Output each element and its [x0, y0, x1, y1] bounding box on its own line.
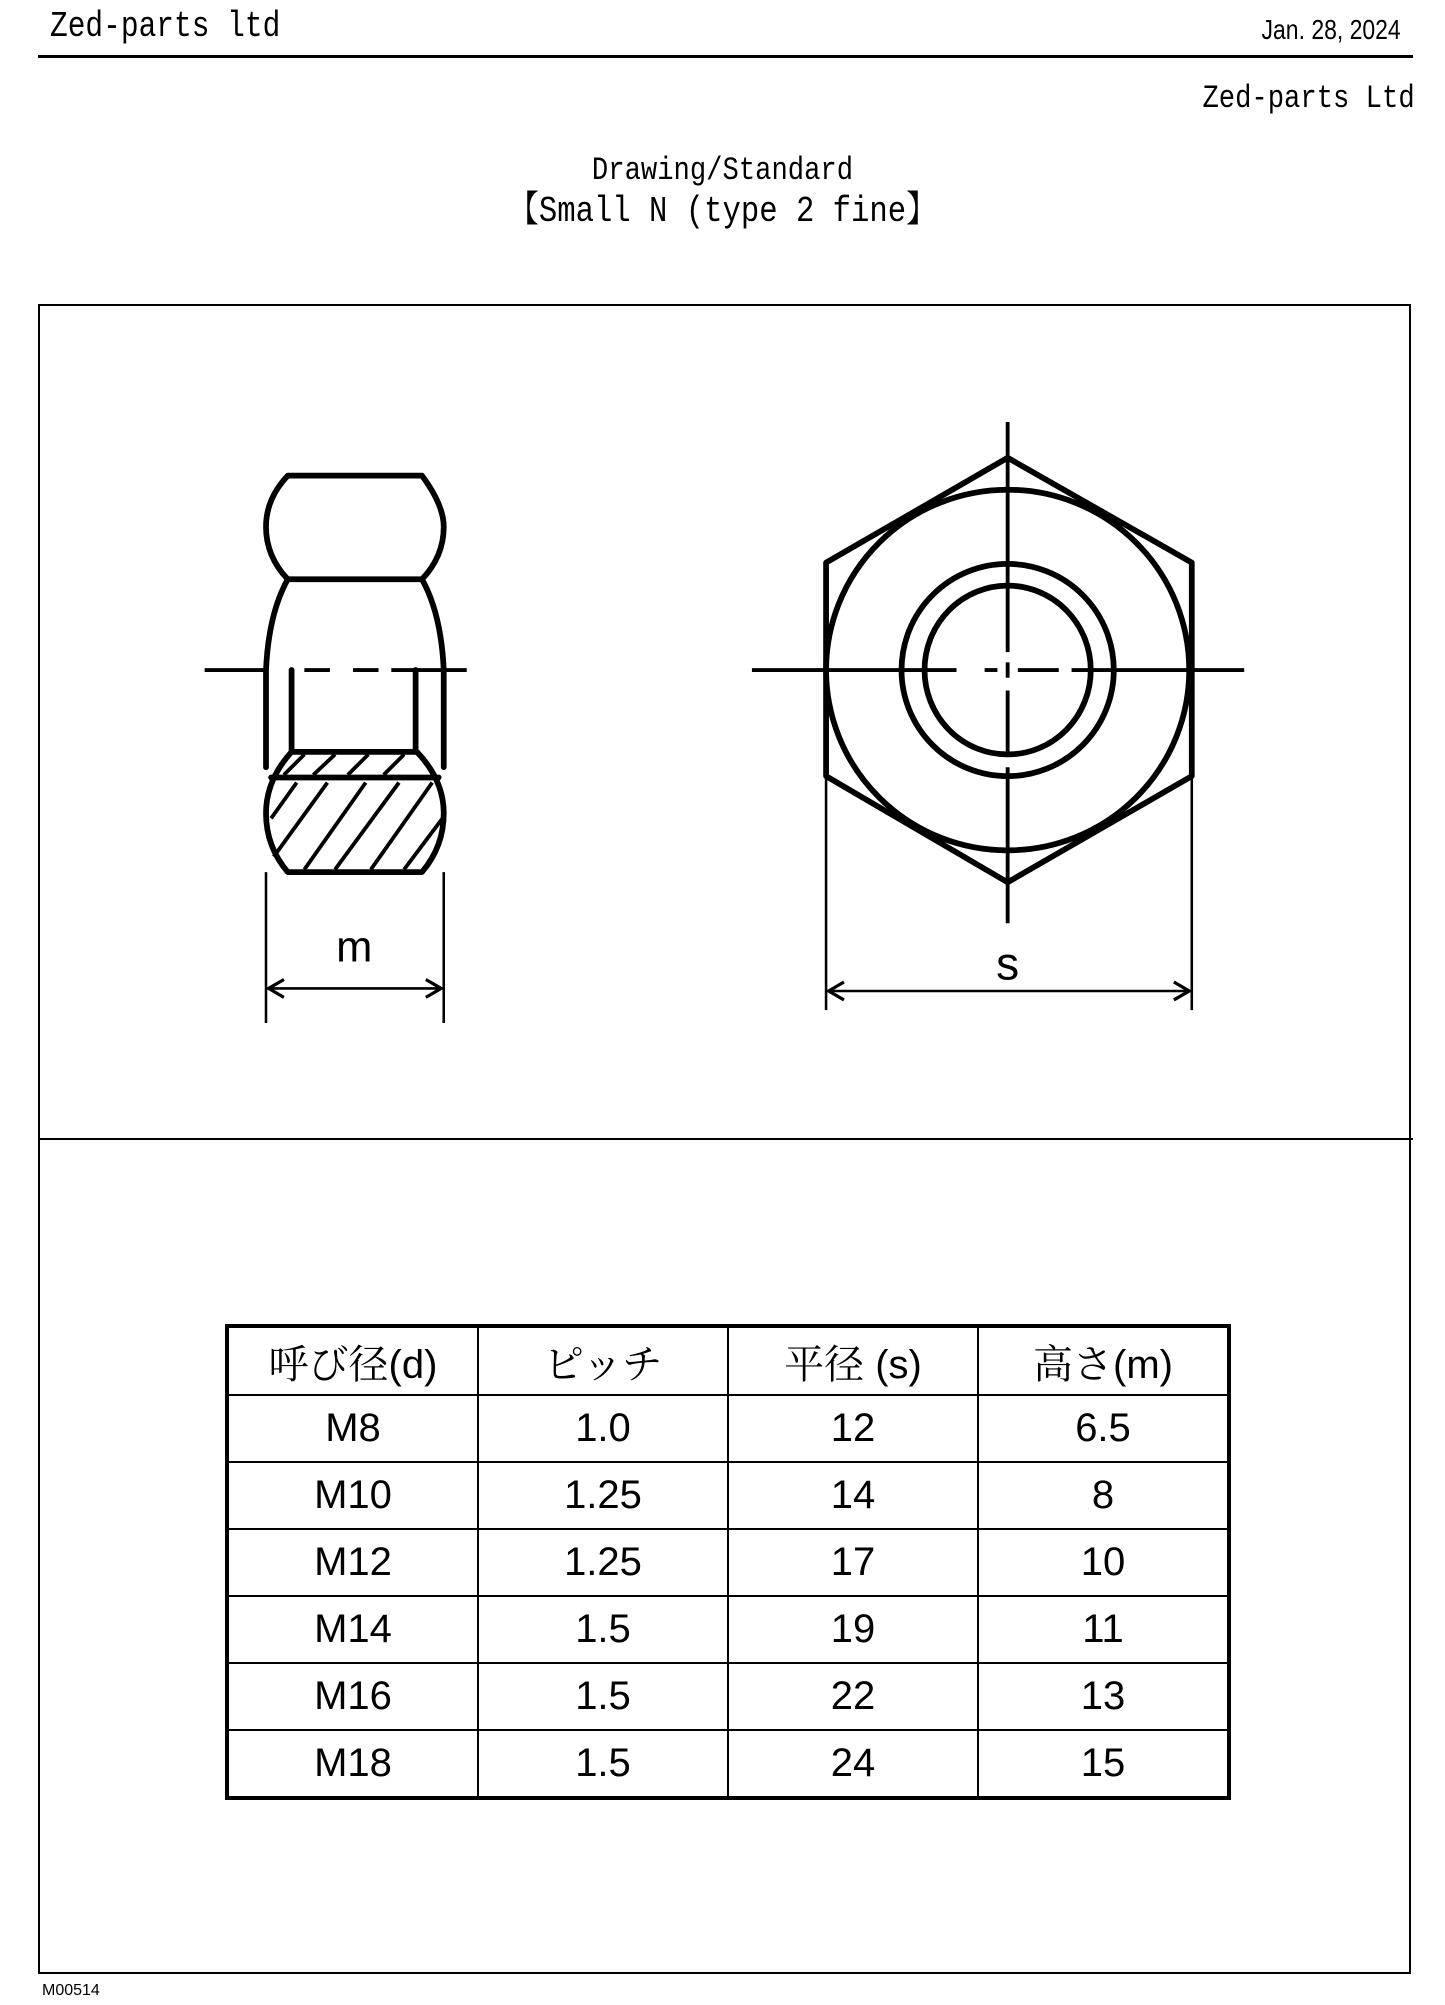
company-name-right: Zed-parts Ltd	[1202, 80, 1415, 117]
cell-width-across-flats: 24	[728, 1730, 978, 1798]
cell-pitch: 1.5	[478, 1596, 728, 1663]
drawing-code: M00514	[42, 1982, 100, 1999]
table-row	[227, 1395, 1229, 1462]
table-row	[227, 1663, 1229, 1730]
cell-width-across-flats: 19	[728, 1596, 978, 1663]
s-dimension-label: s	[996, 937, 1020, 990]
cell-width-across-flats: 22	[728, 1663, 978, 1730]
cell-height: 8	[978, 1462, 1229, 1529]
header-nominal-diameter: 呼び径(d)	[227, 1326, 478, 1395]
table-header-row	[227, 1326, 1229, 1395]
table-row	[227, 1730, 1229, 1798]
cell-nominal-diameter: M18	[227, 1730, 478, 1798]
cell-height: 10	[978, 1529, 1229, 1596]
nut-specification-table	[225, 1324, 1231, 1800]
title-line-1: Drawing/Standard	[591, 152, 854, 189]
header-height: 高さ(m)	[978, 1326, 1229, 1395]
cell-nominal-diameter: M14	[227, 1596, 478, 1663]
cell-pitch: 1.5	[478, 1730, 728, 1798]
cell-width-across-flats: 14	[728, 1462, 978, 1529]
header-pitch: ピッチ	[478, 1326, 728, 1395]
side-view	[266, 476, 444, 872]
side-view-body-right	[422, 579, 444, 767]
cell-height: 6.5	[978, 1395, 1229, 1462]
company-name-header: Zed-parts ltd	[50, 6, 281, 47]
cell-nominal-diameter: M12	[227, 1529, 478, 1596]
table-row	[227, 1596, 1229, 1663]
document-date: Jan. 28, 2024	[1261, 14, 1401, 45]
cell-height: 11	[978, 1596, 1229, 1663]
cell-pitch: 1.25	[478, 1462, 728, 1529]
cell-height: 15	[978, 1730, 1229, 1798]
cell-nominal-diameter: M16	[227, 1663, 478, 1730]
cell-pitch: 1.25	[478, 1529, 728, 1596]
cell-nominal-diameter: M8	[227, 1395, 478, 1462]
title-line-2: 【Small N (type 2 fine】	[508, 191, 937, 232]
cell-pitch: 1.0	[478, 1395, 728, 1462]
table-row	[227, 1462, 1229, 1529]
cell-width-across-flats: 17	[728, 1529, 978, 1596]
cell-pitch: 1.5	[478, 1663, 728, 1730]
table-row	[227, 1529, 1229, 1596]
cell-height: 13	[978, 1663, 1229, 1730]
side-view-top-chamfer	[266, 476, 444, 580]
header-width-across-flats: 平径 (s)	[728, 1326, 978, 1395]
cell-nominal-diameter: M10	[227, 1462, 478, 1529]
m-dimension-label: m	[336, 923, 373, 972]
hatch-lines	[271, 754, 442, 869]
side-view-body-left	[266, 579, 288, 767]
cell-width-across-flats: 12	[728, 1395, 978, 1462]
